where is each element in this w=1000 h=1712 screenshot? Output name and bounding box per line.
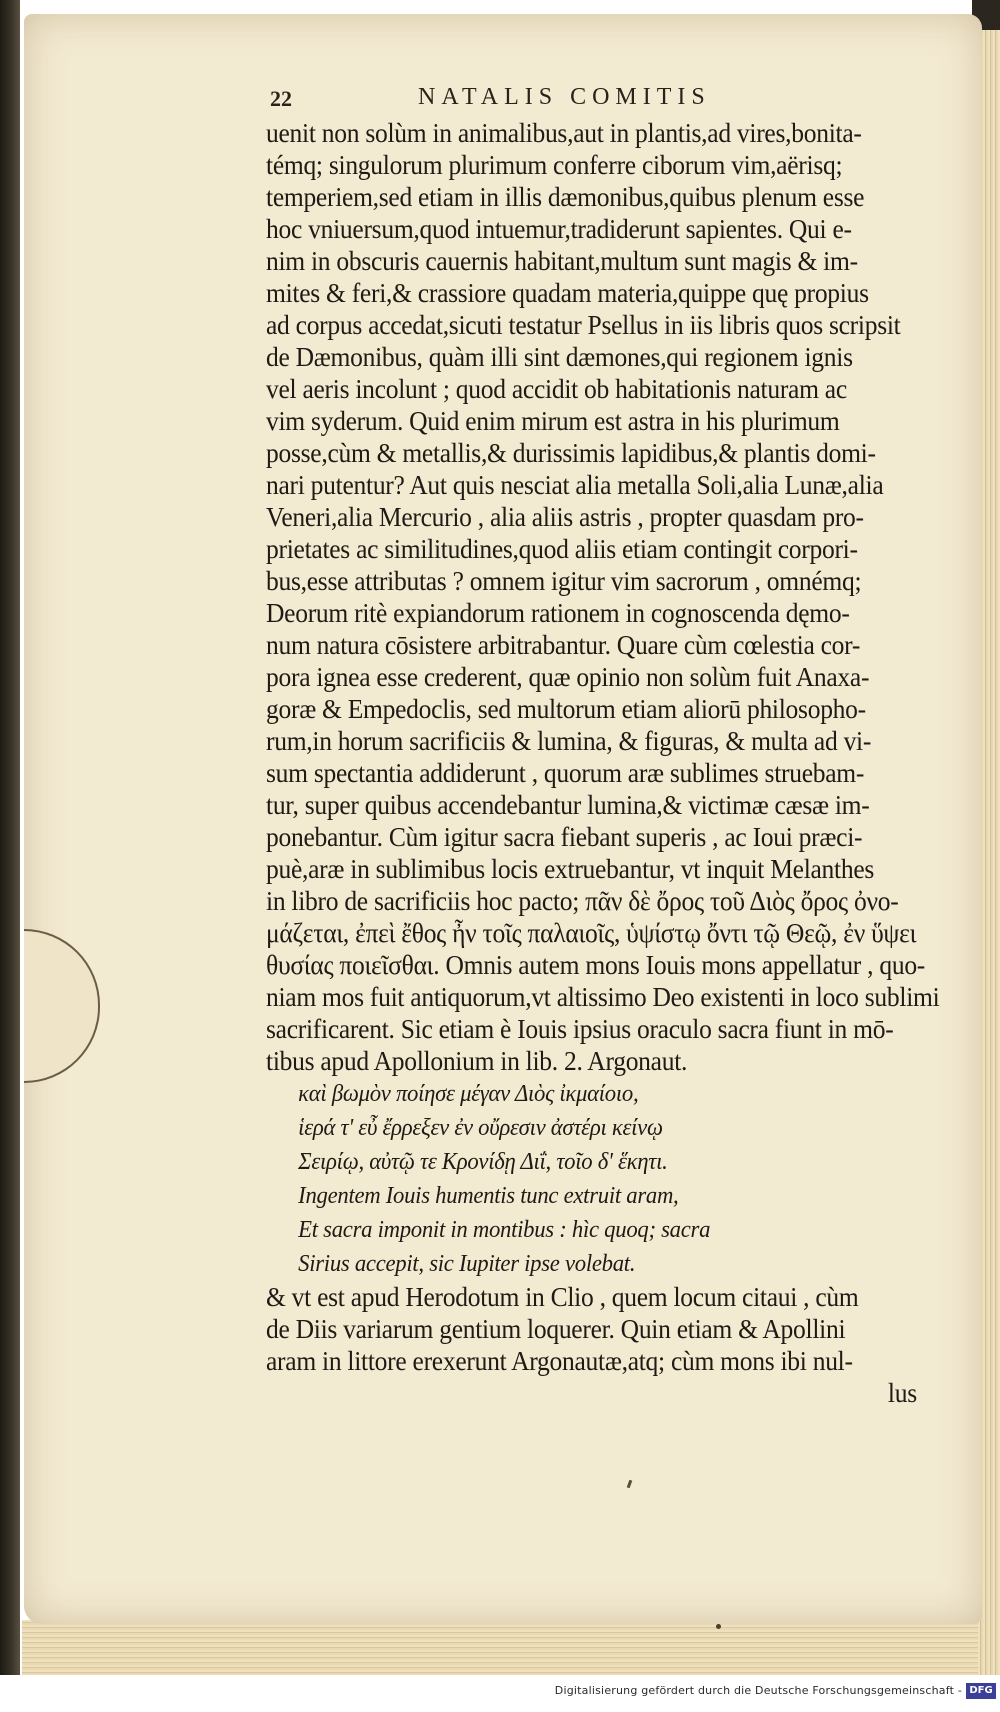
verse-line: Sirius accepit, sic Iupiter ipse volebat. — [298, 1251, 636, 1277]
book-binding-edge — [0, 0, 20, 1675]
text-line: tibus apud Apollonium in lib. 2. Argonaut. — [266, 1046, 688, 1076]
text-line: in libro de sacrificiis hoc pacto; πᾶν δὲ ὄρος τοῦ Διὸς ὄρος ὀνο- — [266, 886, 899, 916]
page-text — [266, 117, 1000, 1409]
text-line: nim in obscuris cauernis habitant,multum sunt magis & im- — [266, 246, 858, 276]
text-line: de Diis variarum gentium loquerer. Quin etiam & Apollini — [266, 1314, 846, 1344]
text-line: prietates ac similitudines,quod aliis etiam contingit corpori- — [266, 534, 858, 564]
page-stack-bottom — [22, 1620, 982, 1675]
text-line: temperiem,sed etiam in illis dæmonibus,quibus plenum esse — [266, 182, 865, 212]
text-line: ad corpus accedat,sicuti testatur Psellus in iis libris quos scripsit — [266, 310, 901, 340]
text-line: num natura cōsistere arbitrabantur. Quare cùm cœlestia cor- — [266, 630, 861, 660]
verse-line: ἱερά τ' εὖ ἔρρεξεν ἐν οὔρεσιν ἀστέρι κείνῳ — [298, 1115, 663, 1141]
text-line: & vt est apud Herodotum in Clio , quem locum citaui , cùm — [266, 1282, 859, 1312]
page-number: 22 — [270, 86, 292, 111]
text-line: rum,in horum sacrificiis & lumina, & figuras, & multa ad vi- — [266, 726, 872, 756]
text-line: vim syderum. Quid enim mirum est astra in his plurimum — [266, 406, 840, 436]
text-line: θυσίας ποιεῖσθαι. Omnis autem mons Iouis mons appellatur , quo- — [266, 950, 926, 980]
text-line: uenit non solùm in animalibus,aut in plantis,ad vires,bonita- — [266, 118, 862, 148]
text-line: de Dæmonibus, quàm illi sint dæmones,qui regionem ignis — [266, 342, 853, 372]
text-line: tur, super quibus accendebantur lumina,& victimæ cæsæ im- — [266, 790, 870, 820]
running-title: NATALIS COMITIS — [418, 84, 711, 110]
verse-line: καὶ βωμὸν ποίησε μέγαν Διὸς ἰκμαίοιο, — [298, 1081, 639, 1107]
text-line: aram in littore erexerunt Argonautæ,atq; cùm mons ibi nul- — [266, 1346, 853, 1376]
page-header — [270, 84, 850, 120]
text-line: goræ & Empedoclis, sed multorum etiam aliorū philosopho- — [266, 694, 866, 724]
verse-line: Σειρίῳ, αὐτῷ τε Κρονίδῃ Διΐ, τοῖο δ' ἕκητι. — [298, 1149, 668, 1175]
verse-line: Et sacra imponit in montibus : hìc quoq; sacra — [298, 1217, 711, 1243]
text-line: sum spectantia addiderunt , quorum aræ sublimes struebam- — [266, 758, 865, 788]
text-line: sacrificarent. Sic etiam è Iouis ipsius oraculo sacra fiunt in mō- — [266, 1014, 894, 1044]
funding-credit: Digitalisierung gefördert durch die Deutsche Forschungsgemeinschaft - — [554, 1684, 962, 1697]
catchword: lus — [887, 1378, 917, 1408]
text-line: ponebantur. Cùm igitur sacra fiebant superis , ac Ioui præci- — [266, 822, 863, 852]
text-line: Deorum ritè expiandorum rationem in cognoscenda dęmo- — [266, 598, 850, 628]
text-line: pora ignea esse crederent, quæ opinio non solùm fuit Anaxa- — [266, 662, 870, 692]
text-line: nari putentur? Aut quis nesciat alia metalla Soli,alia Lunæ,alia — [266, 470, 884, 500]
text-line: μάζεται, ἐπεὶ ἔθος ἦν τοῖς παλαιοῖς, ὑψίστῳ ὄντι τῷ Θεῷ, ἐν ὕψει — [266, 918, 917, 948]
digitization-footer — [0, 1675, 1000, 1712]
text-line: mites & feri,& crassiore quadam materia,quippe quę propius — [266, 278, 869, 308]
text-line: vel aeris incolunt ; quod accidit ob habitationis naturam ac — [266, 374, 847, 404]
dfg-logo: DFG — [966, 1683, 996, 1699]
ink-dot — [716, 1624, 721, 1629]
text-line: Veneri,alia Mercurio , alia aliis astris , propter quasdam pro- — [266, 502, 864, 532]
text-line: puè,aræ in sublimibus locis extruebantur, vt inquit Melanthes — [266, 854, 875, 884]
text-line: témq; singulorum plurimum conferre ciborum vim,aërisq; — [266, 150, 843, 180]
text-line: posse,cùm & metallis,& durissimis lapidibus,& plantis domi- — [266, 438, 876, 468]
page-bulge-mark — [24, 929, 100, 1083]
verse-line: Ingentem Iouis humentis tunc extruit aram, — [298, 1183, 679, 1209]
text-line: hoc vniuersum,quod intuemur,tradiderunt sapientes. Qui e- — [266, 214, 852, 244]
text-line: bus,esse attributas ? omnem igitur vim sacrorum , omnémq; — [266, 566, 862, 596]
text-line: niam mos fuit antiquorum,vt altissimo Deo existenti in loco sublimi — [266, 982, 940, 1012]
